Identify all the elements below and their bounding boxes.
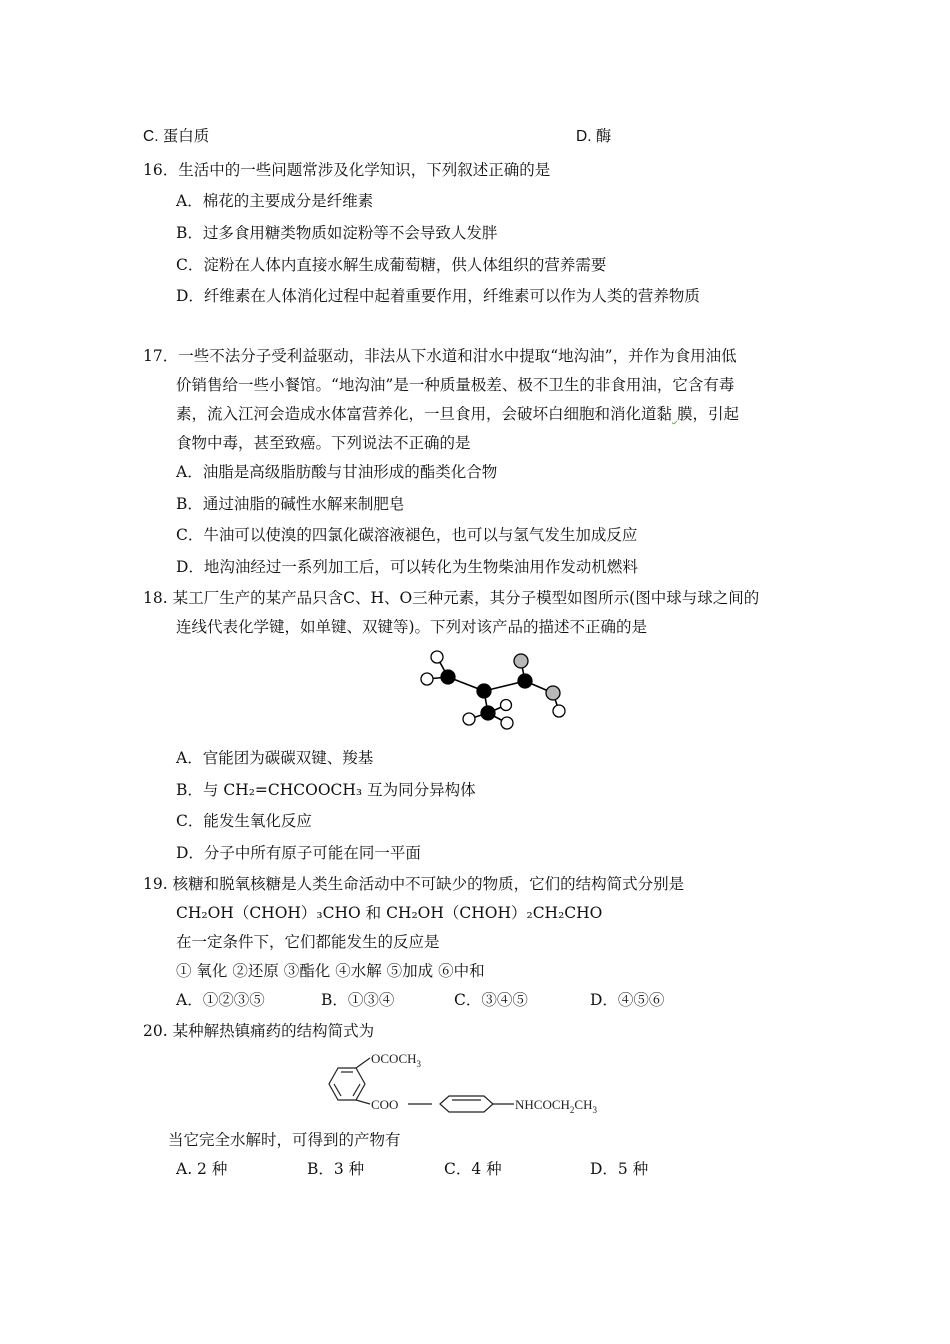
q19-option-a: A．①②③⑤ (176, 991, 265, 1009)
structural-formula (310, 1047, 650, 1119)
carbon-atom (441, 670, 455, 684)
question-19-formula: CH₂OH（CHOH）₃CHO 和 CH₂OH（CHOH）₂CH₂CHO (176, 904, 603, 922)
hydrogen-atom (421, 673, 433, 685)
hydrogen-atom (431, 651, 443, 663)
q17-option-b: B．通过油脂的碱性水解来制肥皂 (176, 495, 405, 513)
option-c: C. 蛋白质 (143, 128, 210, 145)
q19-option-c: C．③④⑤ (454, 991, 528, 1009)
q17-option-a: A．油脂是高级脂肪酸与甘油形成的酯类化合物 (176, 463, 498, 481)
q20-options (176, 1159, 696, 1179)
question-17-stem-line-2: 价销售给一些小餐馆。“地沟油”是一种质量极差、极不卫生的非食用油，它含有毒 (176, 376, 735, 394)
q19-option-d: D．④⑤⑥ (590, 991, 665, 1009)
q17-option-c (176, 525, 637, 545)
question-18-stem-line-2: 连线代表化学键，如单键、双键等)。下列对该产品的描述不正确的是 (176, 618, 648, 636)
q20-option-d: D．5 种 (590, 1160, 649, 1178)
molecule-ball-stick-model (410, 645, 580, 730)
label-nhcoch2ch3: $NHCOCH_2CH_3$ (515, 1097, 597, 1115)
oxygen-atom (514, 654, 528, 668)
carbon-atom (518, 674, 532, 688)
q18-option-a: A．官能团为碳碳双键、羧基 (176, 749, 374, 767)
q16-option-d: D．纤维素在人体消化过程中起着重要作用，纤维素可以作为人类的营养物质 (176, 287, 700, 305)
q20-option-a: A. 2 种 (176, 1160, 228, 1178)
spellcheck-mark: ​ (672, 405, 677, 423)
question-20-text: 当它完全水解时，可得到的产物有 (168, 1131, 401, 1149)
stem-line-3-tail: 膜，引起 (676, 405, 739, 423)
q16-option-c: C．淀粉在人体内直接水解生成葡萄糖，供人体组织的营养需要 (176, 256, 607, 274)
q16-option-b: B．过多食用糖类物质如淀粉等不会导致人发胖 (176, 224, 498, 242)
q17-option-c-text: C．牛油可以使溴的四氯化碳溶液褪色，也可以与氢气发生加成反应 (176, 526, 638, 544)
question-19-condition: 在一定条件下，它们都能发生的反应是 (176, 933, 440, 951)
q19-option-b: B．①③④ (321, 991, 395, 1009)
label-coo: COO (371, 1097, 399, 1112)
hydrogen-atom (501, 717, 513, 729)
hydrogen-atom (553, 705, 565, 717)
option-d: D. 酶 (576, 128, 612, 145)
hydrogen-atom (463, 713, 475, 725)
carbon-atom (477, 684, 491, 698)
q17-option-d: D．地沟油经过一系列加工后，可以转化为生物柴油用作发动机燃料 (176, 558, 638, 576)
q16-option-a: A．棉花的主要成分是纤维素 (176, 192, 374, 210)
question-17-stem-line-1: 17．一些不法分子受利益驱动，非法从下水道和泔水中提取“地沟油”，并作为食用油低 (143, 347, 737, 365)
question-17-stem-line-4: 食物中毒，甚至致癌。下列说法不正确的是 (176, 434, 471, 452)
stem-line-3-text: 素，流入江河会造成水体富营养化，一旦食用，会破坏白细胞和消化道黏 (176, 405, 673, 423)
question-19-stem: 19. 核糖和脱氧核糖是人类生命活动中不可缺少的物质，它们的结构简式分别是 (143, 875, 685, 893)
question-18-stem-line-1: 18. 某工厂生产的某产品只含C、H、O三种元素，其分子模型如图所示(图中球与球之间的 (143, 589, 760, 607)
hydrogen-atom (501, 700, 512, 711)
question-19-reactions: ① 氧化 ②还原 ③酯化 ④水解 ⑤加成 ⑥中和 (176, 962, 485, 980)
q18-option-d: D．分子中所有原子可能在同一平面 (176, 844, 421, 862)
q18-option-b: B．与 CH₂=CHCOOCH₃ 互为同分异构体 (176, 781, 476, 799)
question-20-stem: 20. 某种解热镇痛药的结构简式为 (143, 1022, 375, 1040)
oxygen-atom (546, 686, 560, 700)
q20-option-b: B．3 种 (307, 1160, 365, 1178)
q19-options (176, 990, 696, 1010)
label-ococh3: $OCOCH_3$ (371, 1051, 422, 1069)
question-17-stem-line-3 (176, 404, 739, 424)
q20-option-c: C．4 种 (444, 1160, 502, 1178)
q18-option-c: C．能发生氧化反应 (176, 812, 312, 830)
carbon-atom (481, 706, 495, 720)
question-16-stem: 16．生活中的一些问题常涉及化学知识，下列叙述正确的是 (143, 161, 551, 179)
